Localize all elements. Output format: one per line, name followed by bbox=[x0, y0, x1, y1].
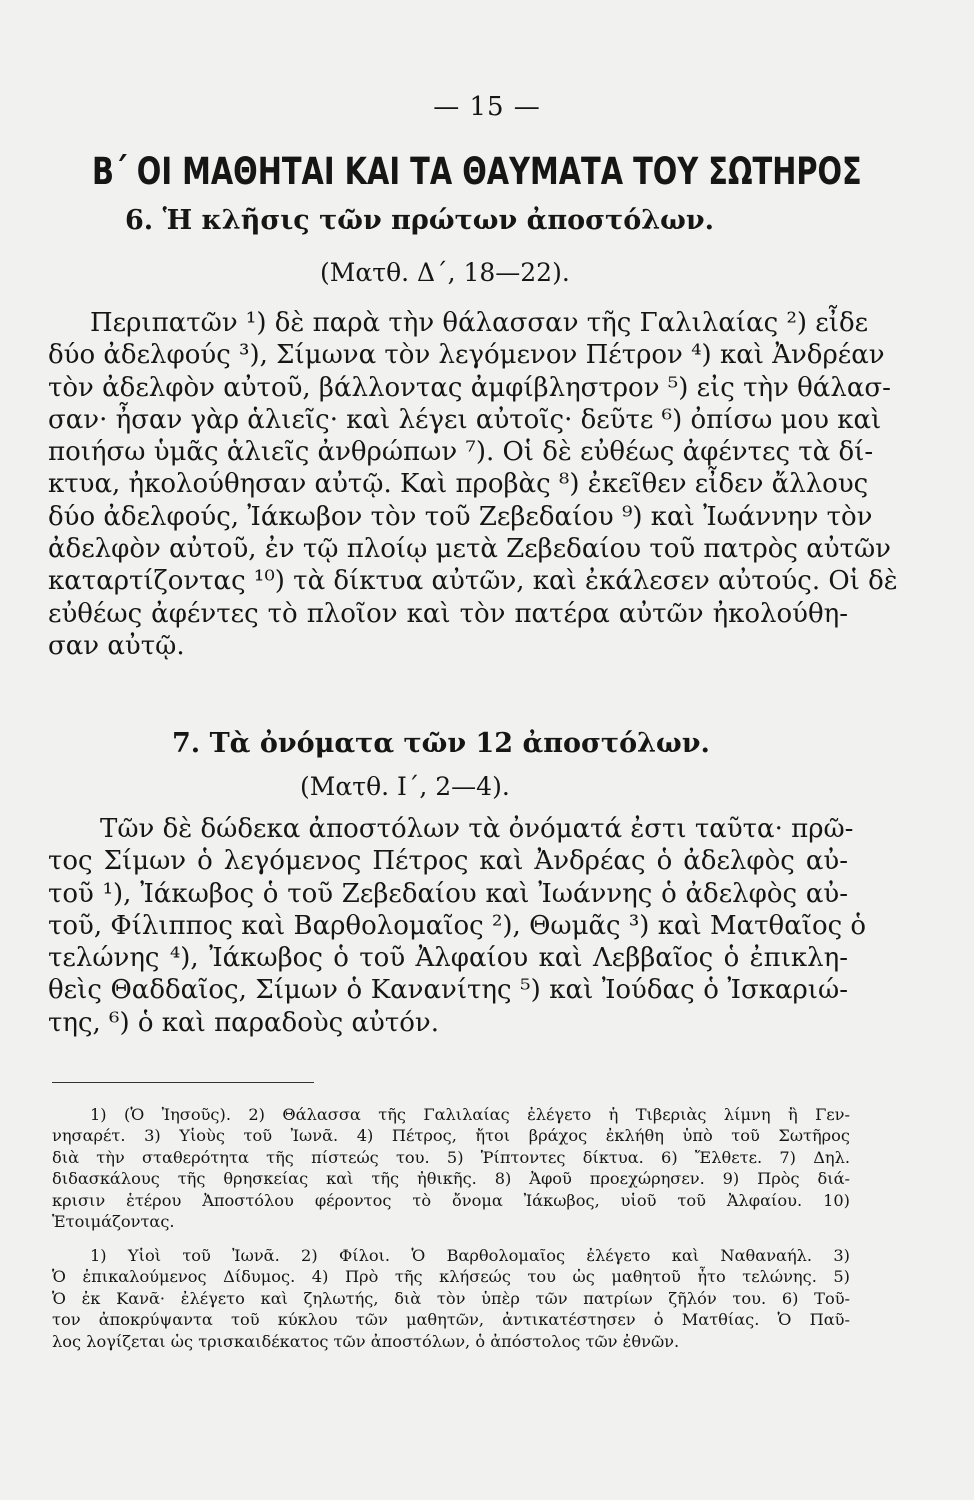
text-line: δύο ἀδελφούς ³), Σίμωνα τὸν λεγόμενον Πέτρον ⁴) καὶ Ἀνδρέαν bbox=[48, 340, 885, 371]
chapter-title: Β΄ ΟΙ ΜΑΘΗΤΑΙ ΚΑΙ ΤΑ ΘΑΥΜΑΤΑ ΤΟΥ ΣΩΤΗΡΟΣ bbox=[92, 150, 862, 193]
text-line: τος Σίμων ὁ λεγόμενος Πέτρος καὶ Ἀνδρέας ὁ ἀδελφὸς αὐ- bbox=[48, 846, 848, 877]
section-7-paragraph bbox=[48, 813, 867, 1039]
text-line: θεὶς Θαδδαῖος, Σίμων ὁ Κανανίτης ⁵) καὶ Ἰούδας ὁ Ἰσκαριώ- bbox=[48, 975, 848, 1006]
footnotes-section-7 bbox=[52, 1245, 850, 1352]
section-6-reference: (Ματθ. Δ΄, 18—22). bbox=[320, 258, 570, 287]
section-7-reference: (Ματθ. Ι΄, 2—4). bbox=[300, 772, 510, 801]
footnote-line: νησαρέτ. 3) Υἱοὺς τοῦ Ἰωνᾶ. 4) Πέτρος, ἤτοι βράχος ἐκλήθη ὑπὸ τοῦ Σωτῆρος bbox=[52, 1126, 850, 1146]
footnote-line: κρισιν ἑτέρου Ἀποστόλου φέροντος τὸ ὄνομα Ἰάκωβος, υἱοῦ τοῦ Ἀλφαίου. 10) bbox=[52, 1190, 850, 1210]
text-line: τοῦ, Φίλιππος καὶ Βαρθολομαῖος ²), Θωμᾶς ³) καὶ Ματθαῖος ὁ bbox=[48, 910, 867, 941]
text-line: σαν· ἦσαν γὰρ ἁλιεῖς· καὶ λέγει αὐτοῖς· δεῦτε ⁶) ὀπίσω μου καὶ bbox=[48, 404, 882, 435]
footnotes-section-6 bbox=[52, 1104, 850, 1232]
footnote-line: διδασκάλους τῆς θρησκείας καὶ τῆς ἠθικῆς. 8) Ἀφοῦ προεχώρησεν. 9) Πρὸς διά- bbox=[52, 1169, 850, 1189]
text-line: εὐθέως ἀφέντες τὸ πλοῖον καὶ τὸν πατέρα αὐτῶν ἠκολούθη- bbox=[48, 598, 848, 629]
footnote-line: Ὁ ἐπικαλούμενος Δίδυμος. 4) Πρὸ τῆς κλήσεώς του ὡς μαθητοῦ ἦτο τελώνης. 5) bbox=[52, 1267, 850, 1287]
text-line: ἀδελφὸν αὐτοῦ, ἐν τῷ πλοίῳ μετὰ Ζεβεδαίου τοῦ πατρὸς αὐτῶν bbox=[48, 534, 891, 565]
footnote-line: τον ἀποκρύψαντα τοῦ κύκλου τῶν μαθητῶν, ἀντικατέστησεν ὁ Ματθίας. Ὁ Παῦ- bbox=[52, 1310, 850, 1330]
text-line: δύο ἀδελφούς, Ἰάκωβον τὸν τοῦ Ζεβεδαίου ⁹) καὶ Ἰωάννην τὸν bbox=[48, 501, 873, 532]
text-line: της, ⁶) ὁ καὶ παραδοὺς αὐτόν. bbox=[48, 1007, 439, 1038]
footnote-line: Ὁ ἐκ Κανᾶ· ἐλέγετο καὶ ζηλωτής, διὰ τὸν ὑπὲρ τῶν πατρίων ζῆλόν του. 6) Τοῦ- bbox=[52, 1288, 850, 1308]
text-line: κτυα, ἠκολούθησαν αὐτῷ. Καὶ προβὰς ⁸) ἐκεῖθεν εἶδεν ἄλλους bbox=[48, 469, 869, 500]
text-line: σαν αὐτῷ. bbox=[48, 630, 185, 661]
section-6-paragraph bbox=[48, 307, 898, 662]
footnote-line: 1) Υἱοὶ τοῦ Ἰωνᾶ. 2) Φίλοι. Ὁ Βαρθολομαῖος ἐλέγετο καὶ Ναθαναήλ. 3) bbox=[90, 1246, 850, 1265]
footnote-line: Ἑτοιμάζοντας. bbox=[52, 1212, 175, 1232]
text-line: Τῶν δὲ δώδεκα ἀποστόλων τὰ ὀνόματά ἐστι ταῦτα· πρῶ- bbox=[100, 814, 854, 844]
text-line: καταρτίζοντας ¹⁰) τὰ δίκτυα αὐτῶν, καὶ ἐκάλεσεν αὐτούς. Οἱ δὲ bbox=[48, 566, 898, 597]
section-7-heading: 7. Τὰ ὀνόματα τῶν 12 ἀποστόλων. bbox=[172, 728, 710, 759]
section-6-heading: 6. Ἡ κλῆσις τῶν πρώτων ἀποστόλων. bbox=[125, 205, 714, 236]
footnote-divider bbox=[52, 1082, 314, 1083]
text-line: ποιήσω ὑμᾶς ἁλιεῖς ἀνθρώπων ⁷). Οἱ δὲ εὐθέως ἀφέντες τὰ δί- bbox=[48, 437, 874, 468]
text-line: τοῦ ¹), Ἰάκωβος ὁ τοῦ Ζεβεδαίου καὶ Ἰωάννης ὁ ἀδελφὸς αὐ- bbox=[48, 878, 848, 909]
page-number: — 15 — bbox=[433, 92, 541, 122]
footnote-line: λος λογίζεται ὡς τρισκαιδέκατος τῶν ἀποστόλων, ὁ ἀπόστολος τῶν ἐθνῶν. bbox=[52, 1331, 680, 1351]
text-line: Περιπατῶν ¹) δὲ παρὰ τὴν θάλασσαν τῆς Γαλιλαίας ²) εἶδε bbox=[90, 308, 869, 338]
footnote-line: 1) (Ὁ Ἰησοῦς). 2) Θάλασσα τῆς Γαλιλαίας ἐλέγετο ἡ Τιβεριὰς λίμνη ἢ Γεν- bbox=[90, 1105, 850, 1124]
text-line: τὸν ἀδελφὸν αὐτοῦ, βάλλοντας ἀμφίβληστρον ⁵) εἰς τὴν θάλασ- bbox=[48, 372, 891, 403]
text-line: τελώνης ⁴), Ἰάκωβος ὁ τοῦ Ἀλφαίου καὶ Λεββαῖος ὁ ἐπικλη- bbox=[48, 943, 848, 974]
footnote-line: διὰ τὴν σταθερότητα τῆς πίστεώς του. 5) Ῥίπτοντες δίκτυα. 6) Ἔλθετε. 7) Δηλ. bbox=[52, 1147, 850, 1167]
